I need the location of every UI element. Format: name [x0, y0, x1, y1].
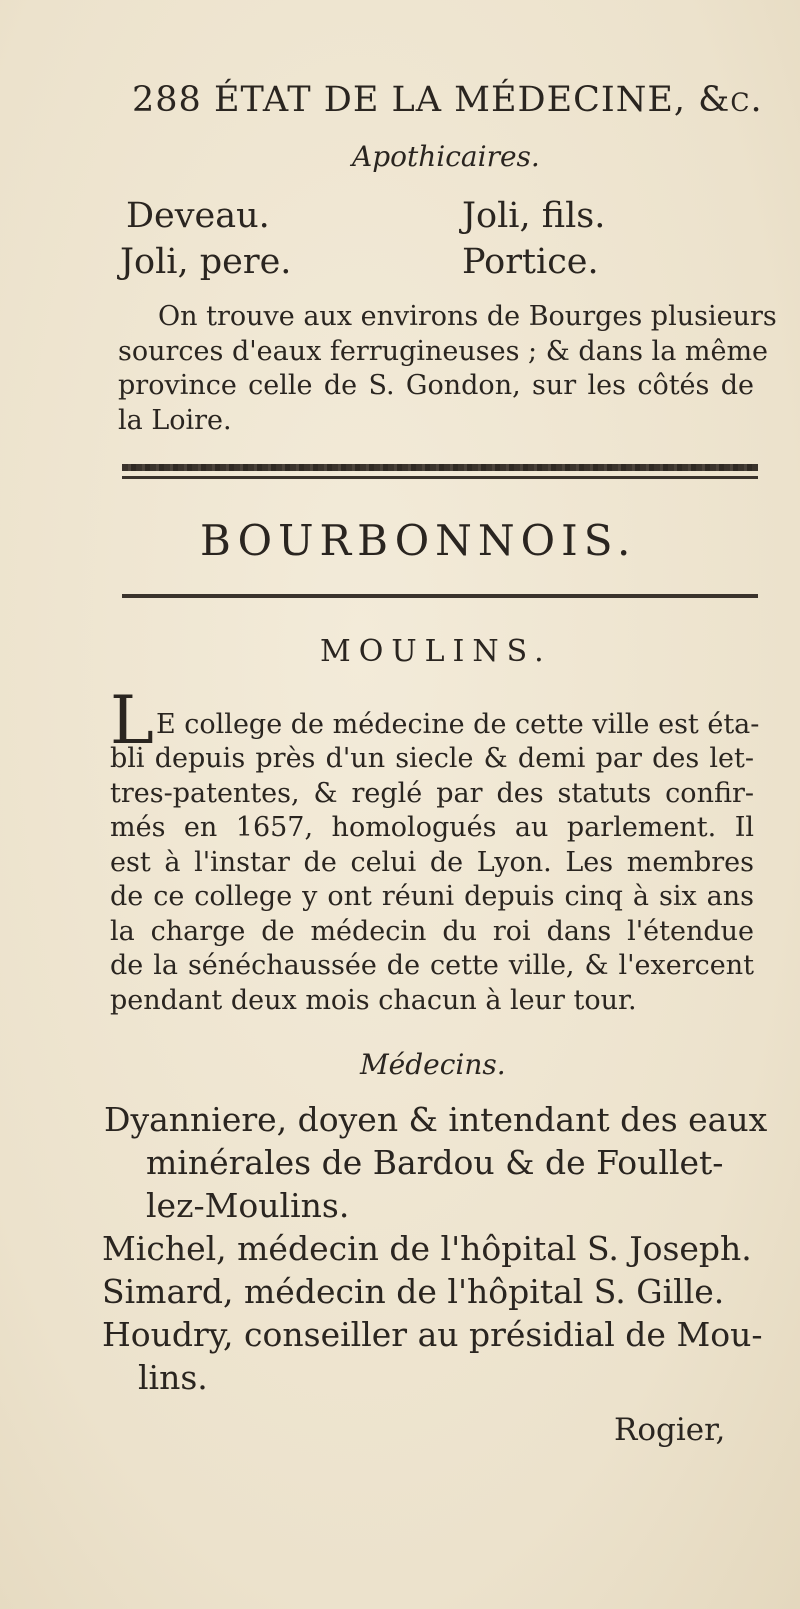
medecin-entry: lins. — [138, 1358, 208, 1397]
college-line: de la sénéchaussée de cette ville, & l'exercent — [110, 950, 754, 981]
page-number: 288 — [132, 80, 202, 120]
college-line: E college de médecine de cette ville est éta- — [156, 709, 760, 740]
apothicaire-name: Portice. — [462, 242, 599, 282]
running-title: ÉTAT DE LA MÉDECINE, &c. — [213, 80, 763, 120]
college-paragraph — [110, 742, 754, 1018]
section-title: BOURBONNOIS. — [200, 516, 637, 565]
college-line: pendant deux mois chacun à leur tour. — [110, 984, 637, 1016]
medecin-entry: Michel, médecin de l'hôpital S. Joseph. — [102, 1229, 752, 1268]
city-heading: MOULINS. — [320, 634, 552, 669]
medecin-entry: Simard, médecin de l'hôpital S. Gille. — [102, 1272, 725, 1311]
note-line: province celle de S. Gondon, sur les côtés de — [118, 370, 754, 401]
college-line: bli depuis près d'un siecle & demi par des let- — [110, 743, 754, 774]
springs-note — [118, 300, 777, 438]
medecin-entry: Dyanniere, doyen & intendant des eaux — [104, 1100, 768, 1139]
note-line: sources d'eaux ferrugineuses ; & dans la même — [118, 335, 769, 367]
college-line: est à l'instar de celui de Lyon. Les membres — [110, 846, 754, 878]
medecin-entry: Houdry, conseiller au présidial de Mou- — [102, 1315, 763, 1354]
apothicaire-name: Deveau. — [126, 196, 270, 236]
college-line: de ce college y ont réuni depuis cinq à six ans — [110, 881, 754, 912]
medecin-entry: minérales de Bardou & de Foullet- — [146, 1143, 724, 1182]
running-header — [132, 80, 763, 120]
college-line: més en 1657, homologués au parlement. Il — [110, 812, 754, 843]
drop-cap: L — [110, 682, 154, 759]
apothicaire-name: Joli, fils. — [462, 196, 606, 236]
note-line: la Loire. — [118, 404, 232, 436]
college-first-line — [156, 708, 760, 743]
catchword: Rogier, — [614, 1412, 726, 1448]
apothicaires-heading: Apothicaires. — [352, 140, 540, 173]
college-line: la charge de médecin du roi dans l'étendue — [110, 915, 754, 947]
college-line: tres-patentes, & reglé par des statuts confir- — [110, 777, 754, 809]
ornamental-rule — [122, 464, 758, 471]
medecin-entry: lez-Moulins. — [146, 1186, 350, 1225]
rule-line — [122, 594, 758, 598]
medecins-heading: Médecins. — [360, 1048, 506, 1081]
note-line: On trouve aux environs de Bourges plusieurs — [158, 301, 777, 332]
apothicaire-name: Joli, pere. — [120, 242, 292, 282]
rule-line — [122, 476, 758, 479]
